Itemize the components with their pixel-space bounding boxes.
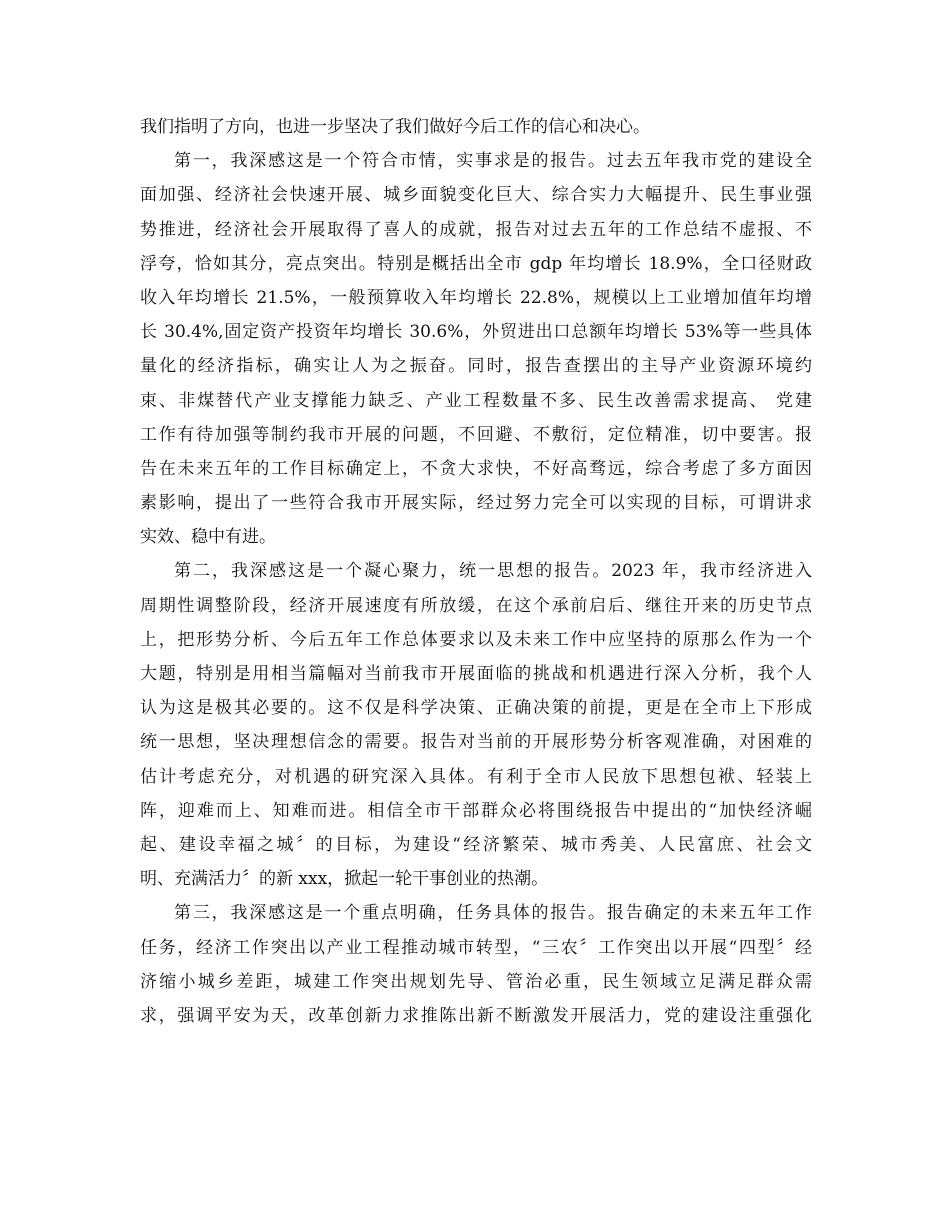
- text-line: 阵，迎难而上、知难而进。相信全市干部群众必将围绕报告中提出的“加快经济崛: [140, 800, 812, 821]
- text-line: 上，把形势分析、今后五年工作总体要求以及未来工作中应坚持的原那么作为一个: [140, 629, 812, 650]
- text-line: 长 30.4%,固定资产投资年均增长 30.6%，外贸进出口总额年均增长 53%等一些具体: [140, 322, 812, 343]
- text-line: 第三，我深感这是一个重点明确，任务具体的报告。报告确定的未来五年工作: [174, 903, 812, 924]
- text-line: 束、非煤替代产业支撑能力缺乏、产业工程数量不多、民生改善需求提高、 党建: [140, 390, 812, 411]
- text-line: 势推进，经济社会开展取得了喜人的成就，报告对过去五年的工作总结不虚报、不: [140, 219, 812, 240]
- text-line: 大题，特别是用相当篇幅对当前我市开展面临的挑战和机遇进行深入分析，我个人: [140, 664, 812, 684]
- text-line: 求，强调平安为天，改革创新力求推陈出新不断激发开展活力，党的建设注重强化: [140, 1005, 812, 1026]
- text-line: 收入年均增长 21.5%，一般预算收入年均增长 22.8%，规模以上工业增加值年均增: [140, 287, 812, 308]
- text-line: 明、充满活力〞的新 xxx，掀起一轮干事创业的热潮。: [140, 869, 549, 890]
- paragraph-third-point: [140, 896, 812, 1033]
- paragraph-continuation: [140, 110, 812, 144]
- text-line: 工作有待加强等制约我市开展的问题，不回避、不敷衍，定位精准，切中要害。报: [140, 424, 812, 445]
- text-line: 第一，我深感这是一个符合市情，实事求是的报告。过去五年我市党的建设全: [174, 151, 812, 172]
- paragraph-first-point: [140, 144, 812, 554]
- text-line: 估计考虑充分，对机遇的研究深入具体。有利于全市人民放下思想包袱、轻装上: [140, 766, 812, 787]
- text-line: 告在未来五年的工作目标确定上，不贪大求快，不好高骛远，综合考虑了多方面因: [140, 458, 812, 479]
- text-line: 实效、稳中有进。: [140, 527, 276, 548]
- text-line: 我们指明了方向，也进一步坚决了我们做好今后工作的信心和决心。: [140, 117, 650, 137]
- text-line: 济缩小城乡差距，城建工作突出规划先导、管治必重，民生领域立足满足群众需: [140, 971, 812, 992]
- text-line: 认为这是极其必要的。这不仅是科学决策、正确决策的前提，更是在全市上下形成: [140, 698, 812, 719]
- text-line: 浮夸，恰如其分，亮点突出。特别是概括出全市 gdp 年均增长 18.9%，全口径财政: [140, 253, 812, 274]
- text-line: 任务，经济工作突出以产业工程推动城市转型，“三农〞工作突出以开展“四型〞经: [140, 937, 812, 958]
- text-line: 量化的经济指标，确实让人为之振奋。同时，报告查摆出的主导产业资源环境约: [140, 356, 812, 377]
- text-line: 统一思想，坚决理想信念的需要。报告对当前的开展形势分析客观准确，对困难的: [140, 732, 812, 753]
- text-line: 素影响，提出了一些符合我市开展实际，经过努力完全可以实现的目标，可谓讲求: [140, 493, 812, 514]
- document-body: [140, 110, 812, 1033]
- paragraph-second-point: [140, 554, 812, 896]
- text-line: 周期性调整阶段，经济开展速度有所放缓，在这个承前启后、继往开来的历史节点: [140, 595, 812, 616]
- text-line: 面加强、经济社会快速开展、城乡面貌变化巨大、综合实力大幅提升、民生事业强: [140, 185, 812, 206]
- text-line: 第二，我深感这是一个凝心聚力，统一思想的报告。2023 年，我市经济进入: [174, 561, 812, 582]
- text-line: 起、建设幸福之城〞的目标，为建设“经济繁荣、城市秀美、人民富庶、社会文: [140, 834, 812, 855]
